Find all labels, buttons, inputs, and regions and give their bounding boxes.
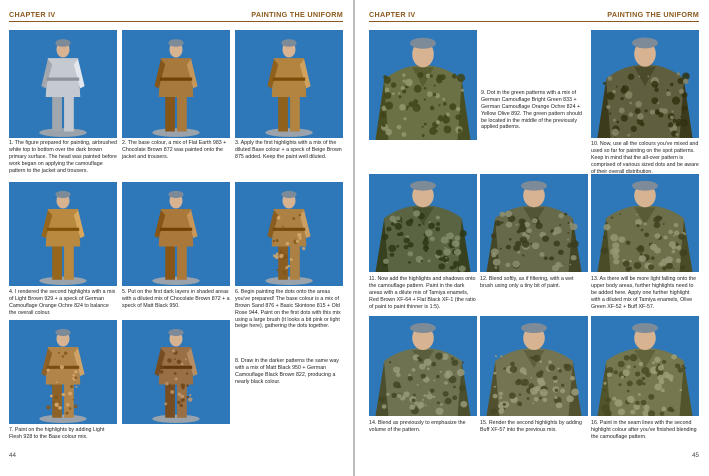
step-caption-7: 7. Paint on the highlights by adding Light Flesh 928 to the Base colour mix. bbox=[9, 427, 105, 440]
step-photo-6 bbox=[235, 182, 343, 286]
step-caption-3: 3. Apply the first highlights with a mix of the diluted Base colour + a speck of Beige Brown 875 added. Keep the paint well diluted. bbox=[235, 140, 342, 160]
step-caption-9: 9. Dot in the green patterns with a mix of German Camouflage Bright Green 833 + German Camouflage Orange Ochre 824 + Yellow Olive 892. The green pattern should be located in the middle of the previously applied patterns. bbox=[481, 90, 583, 131]
step-photo-9 bbox=[369, 30, 477, 140]
step-caption-5: 5. Put on the first dark layers in shaded areas with a diluted mix of Chocolate Brown 872 + a speck of Matt Black 950. bbox=[122, 289, 230, 309]
step-caption-8: 8. Draw in the darker patterns the same way with a mix of Matt Black 950 + German Camouflage Black Brown 822, producing a nearly black colour. bbox=[235, 358, 339, 385]
header-rule bbox=[9, 21, 343, 22]
step-photo-8 bbox=[122, 320, 230, 424]
page-number: 45 bbox=[692, 452, 699, 459]
section-heading: PAINTING THE UNIFORM bbox=[607, 10, 699, 19]
page-number: 44 bbox=[9, 452, 16, 459]
step-photo-15 bbox=[480, 316, 588, 416]
step-caption-13: 13. As there will be more light falling onto the upper body areas, further highlights need to be added here. Apply one further highlight with a diluted mix of Tamiya enamels, Olive Green XF-52 + Buff XF-57. bbox=[591, 276, 697, 310]
step-photo-12 bbox=[480, 174, 588, 272]
header-rule bbox=[369, 21, 699, 22]
step-caption-12: 12. Blend softly, as if filtering, with a wet brush using only a tiny bit of paint. bbox=[480, 276, 574, 289]
step-photo-2 bbox=[122, 30, 230, 138]
step-caption-15: 15. Render the second highlights by adding Buff XF-57 into the previous mix. bbox=[480, 420, 582, 433]
step-photo-10 bbox=[591, 30, 699, 138]
step-caption-11: 11. Now add the highlights and shadows onto the camouflage pattern. Paint in the dark areas with a dilute mix of Tamiya enamels, Red Brown XF-64 + Flat Black XF-1 (the ratio of paint to paint thinner is 1:5). bbox=[369, 276, 476, 310]
chapter-heading: CHAPTER IV bbox=[369, 10, 416, 19]
right-page bbox=[355, 0, 709, 476]
step-photo-11 bbox=[369, 174, 477, 272]
step-photo-13 bbox=[591, 174, 699, 272]
step-caption-4: 4. I rendered the second highlights with a mix of Light Brown 929 + a speck of German Camouflage Orange Ochre 824 to balance the overall colour. bbox=[9, 289, 116, 316]
section-heading: PAINTING THE UNIFORM bbox=[251, 10, 343, 19]
step-caption-16: 16. Paint in the seam lines with the second highlight colour after you've finished blending the camouflage pattern. bbox=[591, 420, 697, 440]
step-photo-16 bbox=[591, 316, 699, 416]
step-photo-1 bbox=[9, 30, 117, 138]
chapter-heading: CHAPTER IV bbox=[9, 10, 56, 19]
left-page bbox=[0, 0, 354, 476]
step-photo-4 bbox=[9, 182, 117, 286]
step-caption-6: 6. Begin painting the dots onto the areas you've prepared! The base colour is a mix of Brown Sand 876 + Basic Skintone 815 + Old Rose 944. Paint on the first dots with this mix using a large brush (it looks a bit pink or light beige here), gathering the dots together. bbox=[235, 289, 341, 330]
step-photo-14 bbox=[369, 316, 477, 416]
step-photo-5 bbox=[122, 182, 230, 286]
step-photo-7 bbox=[9, 320, 117, 424]
step-photo-3 bbox=[235, 30, 343, 138]
step-caption-2: 2. The base colour, a mix of Flat Earth 983 + Chocolate Brown 872 was painted onto the jacket and trousers. bbox=[122, 140, 227, 160]
step-caption-10: 10. Now, use all the colours you've mixed and used so far for painting on the spot patterns. Keep in mind that the all-over pattern is comprised of various sized dots and be aware of their overall distribution. bbox=[591, 141, 699, 175]
step-caption-1: 1. The figure prepared for painting, airbrushed white top to bottom over the dark brown primary surface. The head was painted before work began on applying the camouflage pattern to the jacket and trousers. bbox=[9, 140, 117, 174]
step-caption-14: 14. Blend as previously to emphasize the volume of the pattern. bbox=[369, 420, 466, 433]
